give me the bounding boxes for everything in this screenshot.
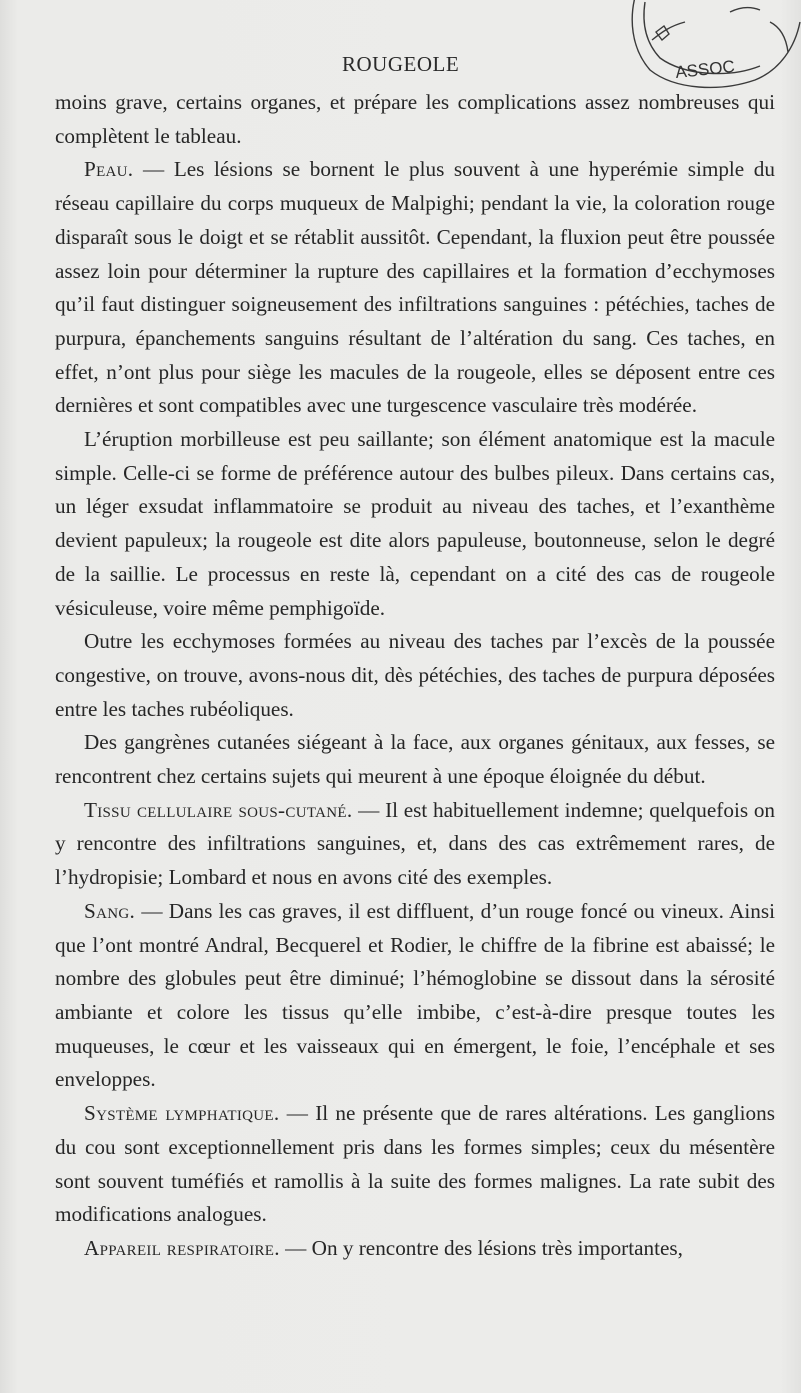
section-heading: Peau.	[84, 157, 134, 182]
paragraph-p2	[55, 423, 775, 625]
paragraph-text: — On y rencontre des lésions très importantes,	[279, 1235, 683, 1260]
paragraph-p3	[55, 625, 775, 726]
paragraph-text: — Il est habituellement indemne; quelquefois on y rencontre des infiltrations sanguines, et, dans des cas extrêmement rares, de l’hydropisie; Lombard et nous en avons cité des exemples.	[55, 797, 776, 890]
paragraph-p6	[55, 895, 775, 1097]
paragraph-text: — Les lésions se bornent le plus souvent à une hyperémie simple du réseau capillaire du corps muqueux de Malpighi; pendant la vie, la coloration rouge disparaît sous le doigt et se rétablit aussitôt. Cependant, la fluxion peut être poussée assez loin pour déterminer la rupture des capillaires et la formation d’ecchymoses qu’il faut distinguer soigneusement des infiltrations sanguines : pétéchies, taches de purpura, épanchements sanguins résultant de l’altération du sang. Ces taches, en effet, n’ont plus pour siège les macules de la rougeole, elles se déposent entre ces dernières et sont compatibles avec une turgescence vasculaire très modérée.	[55, 157, 775, 418]
paragraph-text: moins grave, certains organes, et prépare les complications assez nombreuses qui complètent le tableau.	[55, 90, 775, 148]
body-text	[55, 86, 775, 1266]
paragraph-text: — Dans les cas graves, il est diffluent, d’un rouge foncé ou vineux. Ainsi que l’ont montré Andral, Becquerel et Rodier, le chiffre de la fibrine est abaissé; le nombre des globules peut être diminué; l’hémoglobine se dissout dans la sérosité ambiante et colore les tissus qu’elle imbibe, c’est-à-dire presque toutes les muqueuses, le cœur et les vaisseaux qui en émergent, le foie, l’encéphale et ses enveloppes.	[55, 898, 775, 1092]
running-head: ROUGEOLE	[342, 52, 460, 76]
paragraph-p5	[55, 794, 775, 895]
paragraph-text: L’éruption morbilleuse est peu saillante; son élément anatomique est la macule simple. Celle-ci se forme de préférence autour des bulbes pileux. Dans certains cas, un léger exsudat inflammatoire se produit au niveau des taches, et l’exanthème devient papuleux; la rougeole est dite alors papuleuse, boutonneuse, selon le degré de la saillie. Le processus en reste là, cependant on a cité des cas de rougeole vésiculeuse, voire même pemphigoïde.	[55, 427, 775, 620]
paragraph-p8	[55, 1232, 775, 1266]
paragraph-p4	[55, 726, 775, 793]
stamp-text: ASSOC	[674, 56, 736, 82]
paragraph-p7	[55, 1097, 775, 1232]
paragraph-text: — Il ne présente que de rares altérations. Les ganglions du cou sont exceptionnellement pris dans les formes simples; ceux du mésentère sont souvent tuméfiés et ramollis à la suite des formes malignes. La rate subit des modifications analogues.	[55, 1101, 775, 1227]
paragraph-text: Des gangrènes cutanées siégeant à la face, aux organes génitaux, aux fesses, se rencontrent chez certains sujets qui meurent à une époque éloignée du début.	[55, 730, 775, 789]
paragraph-p0	[55, 86, 775, 153]
section-heading: Sang.	[84, 898, 136, 923]
paragraph-p1	[55, 153, 775, 423]
paragraph-text: Outre les ecchymoses formées au niveau des taches par l’excès de la poussée congestive, on trouve, avons-nous dit, dès pétéchies, des taches de purpura déposées entre les taches rubéoliques.	[55, 629, 775, 721]
section-heading: Système lymphatique.	[84, 1101, 280, 1126]
section-heading: Tissu cellulaire sous-cutané.	[84, 797, 353, 822]
section-heading: Appareil respiratoire.	[84, 1235, 280, 1260]
